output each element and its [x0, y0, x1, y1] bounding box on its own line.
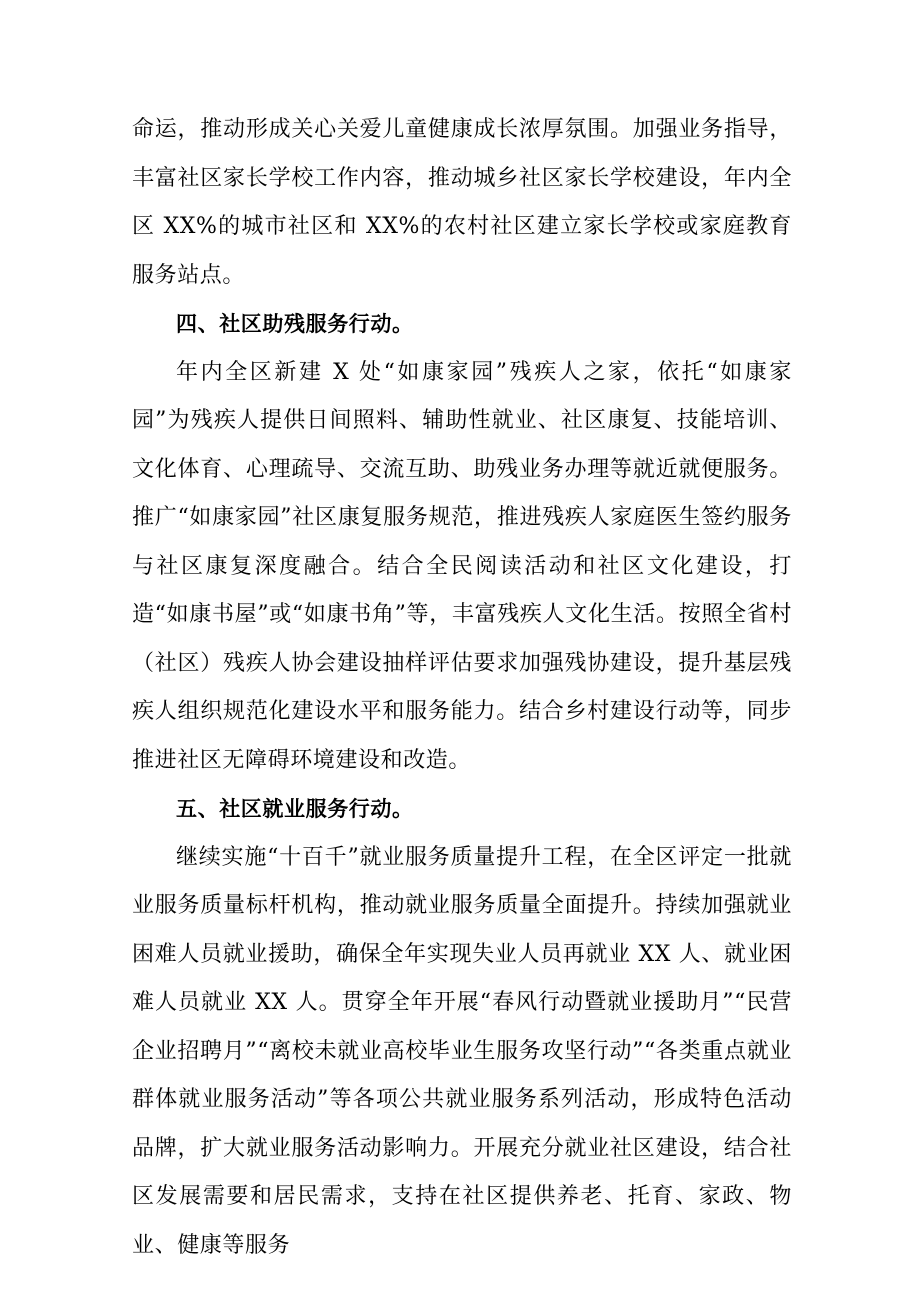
paragraph-family-education: 命运，推动形成关心关爱儿童健康成长浓厚氛围。加强业务指导，丰富社区家长学校工作内容，推动城乡社区家长学校建设，年内全区 XX%的城市社区和 XX%的农村社区建立家长学校或家庭教育服务站点。	[132, 117, 792, 288]
paragraph-employment-services: 继续实施“十百千”就业服务质量提升工程，在全区评定一批就业服务质量标杆机构，推动就业服务质量全面提升。持续加强就业困难人员就业援助，确保全年实现失业人员再就业 XX 人、就业困难人员就业 XX 人。贯穿全年开展“春风行动暨就业援助月”“民营企业招聘月”“离校未就业高校毕业生服务攻坚行动”“各类重点就业群体就业服务活动”等各项公共就业服务系列活动，形成特色活动品牌，扩大就业服务活动影响力。开展充分就业社区建设，结合社区发展需要和居民需求，支持在社区提供养老、托育、家政、物业、健康等服务	[132, 844, 792, 1258]
section-heading-disability-services: 四、社区助残服务行动。	[176, 312, 414, 336]
paragraph-disability-services: 年内全区新建 X 处“如康家园”残疾人之家，依托“如康家园”为残疾人提供日间照料、辅助性就业、社区康复、技能培训、文化体育、心理疏导、交流互助、助残业务办理等就近就便服务。推广“如康家园”社区康复服务规范，推进残疾人家庭医生签约服务与社区康复深度融合。结合全民阅读活动和社区文化建设，打造“如康书屋”或“如康书角”等，丰富残疾人文化生活。按照全省村（社区）残疾人协会建设抽样评估要求加强残协建设，提升基层残疾人组织规范化建设水平和服务能力。结合乡村建设行动等，同步推进社区无障碍环境建设和改造。	[132, 359, 792, 773]
document-body	[132, 106, 792, 1270]
section-heading-employment-services: 五、社区就业服务行动。	[176, 797, 414, 821]
